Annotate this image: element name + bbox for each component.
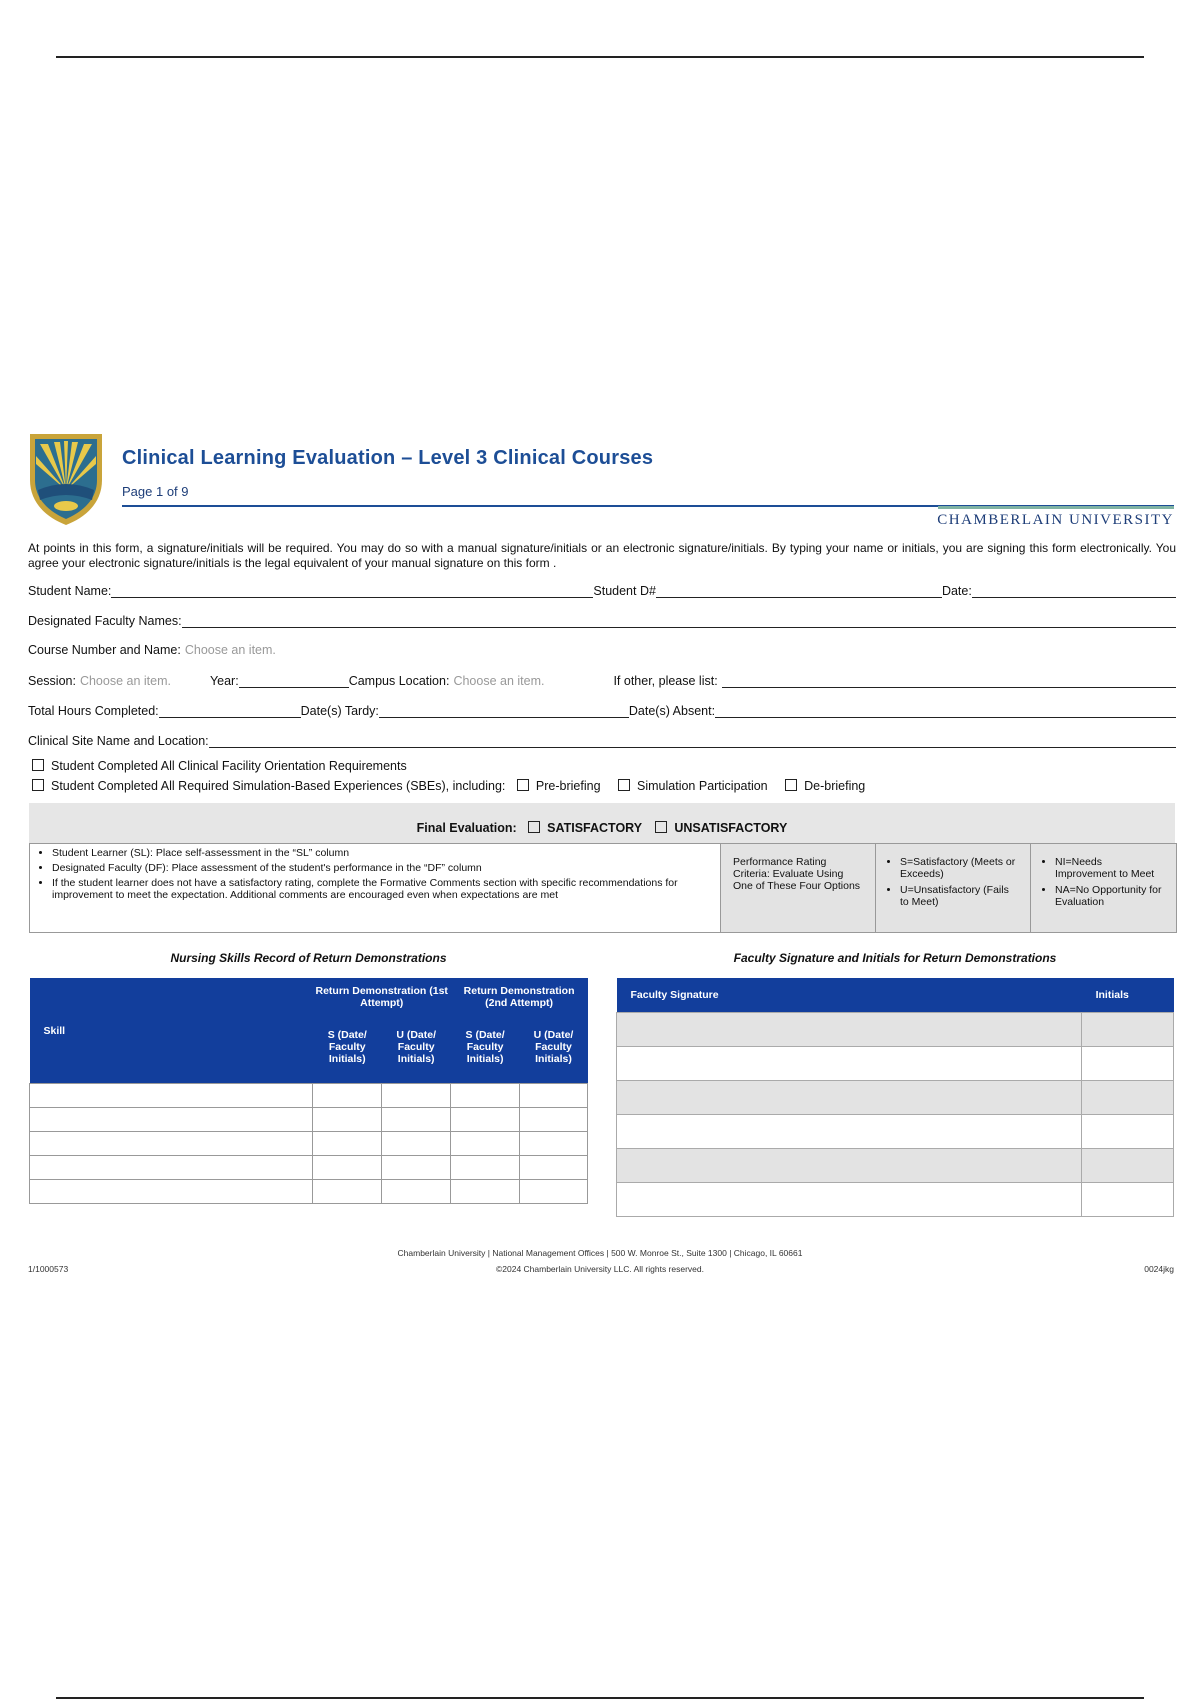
table-row <box>30 1180 588 1204</box>
footer-address: Chamberlain University | National Management Offices | 500 W. Monroe St., Suite 1300 | Chicago, IL 60661 <box>397 1248 803 1258</box>
rating-needs-improvement: • NI=Needs Improvement to Meet <box>1055 856 1166 880</box>
orientation-label: Student Completed All Clinical Facility Orientation Requirements <box>51 759 407 773</box>
other-field[interactable] <box>722 673 1176 688</box>
absent-label: Date(s) Absent: <box>628 704 716 718</box>
bottom-rule <box>56 1697 1144 1699</box>
unsatisfactory-checkbox[interactable] <box>655 821 667 833</box>
sbe-label: Student Completed All Required Simulation-Based Experiences (SBEs), including: <box>51 779 506 793</box>
orientation-row <box>32 759 407 773</box>
clinical-site-label: Clinical Site Name and Location: <box>28 734 209 748</box>
course-label: Course Number and Name: <box>28 643 181 657</box>
year-label: Year: <box>209 674 239 688</box>
legend-instruction-sl: • Student Learner (SL): Place self-assessment in the “SL” column <box>52 847 714 859</box>
prebriefing-label: Pre-briefing <box>535 779 601 793</box>
legend-ratings-b <box>1031 844 1176 932</box>
satisfactory-checkbox[interactable] <box>528 821 540 833</box>
table-row <box>617 1149 1174 1183</box>
attempt2-u-header: U (Date/ Faculty Initials) <box>520 1011 588 1084</box>
university-shield-logo <box>26 430 106 528</box>
footer-copyright: ©2024 Chamberlain University LLC. All rights reserved. <box>496 1264 704 1274</box>
form-title: Clinical Learning Evaluation – Level 3 Clinical Courses <box>122 447 654 469</box>
faculty-names-field[interactable] <box>182 613 1176 628</box>
table-row <box>30 1108 588 1132</box>
faculty-names-label: Designated Faculty Names: <box>28 614 182 628</box>
skill-column-header: Skill <box>30 978 313 1084</box>
debriefing-label: De-briefing <box>804 779 866 793</box>
student-id-field[interactable] <box>656 583 942 598</box>
prebriefing-checkbox[interactable] <box>517 779 529 791</box>
date-field[interactable] <box>972 583 1176 598</box>
student-id-label: Student D# <box>593 584 656 598</box>
table-row <box>617 1013 1174 1047</box>
legend-instruction-formative: • If the student learner does not have a satisfactory rating, complete the Formative Comments section with specific recommendations for improvement to meet the expectation. Additional comments are encouraged even when expectations are met <box>52 877 714 901</box>
rating-not-applicable: • NA=No Opportunity for Evaluation <box>1055 884 1166 908</box>
total-hours-label: Total Hours Completed: <box>28 704 159 718</box>
student-name-label: Student Name: <box>28 584 112 598</box>
clinical-site-row <box>28 733 1176 748</box>
university-wordmark: CHAMBERLAIN UNIVERSITY <box>937 512 1174 528</box>
clinical-site-field[interactable] <box>209 733 1176 748</box>
skills-table-title: Nursing Skills Record of Return Demonstrations <box>170 951 447 965</box>
table-row <box>30 1084 588 1108</box>
signature-table-title: Faculty Signature and Initials for Return Demonstrations <box>733 951 1057 965</box>
simulation-label: Simulation Participation <box>637 779 768 793</box>
attempt1-u-header: U (Date/ Faculty Initials) <box>382 1011 451 1084</box>
course-row <box>28 643 1176 657</box>
tardy-label: Date(s) Tardy: <box>300 704 379 718</box>
unsatisfactory-label: UNSATISFACTORY <box>674 821 788 835</box>
satisfactory-label: SATISFACTORY <box>547 821 642 835</box>
session-select[interactable]: Choose an item. <box>79 674 171 688</box>
tardy-field[interactable] <box>379 703 629 718</box>
other-label: If other, please list: <box>613 674 718 688</box>
initials-header: Initials <box>1082 978 1174 1013</box>
legend-instructions <box>30 844 721 932</box>
table-row <box>617 1081 1174 1115</box>
brand-accent-line <box>938 506 1174 509</box>
legend-instruction-df: • Designated Faculty (DF): Place assessment of the student's performance in the “DF” column <box>52 862 714 874</box>
course-select[interactable]: Choose an item. <box>184 643 276 657</box>
final-eval-label: Final Evaluation: <box>416 821 517 835</box>
table-row <box>30 1156 588 1180</box>
orientation-checkbox[interactable] <box>32 759 44 771</box>
rating-satisfactory: • S=Satisfactory (Meets or Exceeds) <box>900 856 1020 880</box>
final-evaluation-bar <box>29 803 1175 843</box>
page-number: Page 1 of 9 <box>122 484 189 499</box>
intro-paragraph: At points in this form, a signature/initials will be required. You may do so with a manual signature/initials or an electronic signature/initials. By typing your name or initials, you are signing this form electronically. You agree your electronic signature/initials is the legal equivalent of your manual signature on this form . <box>28 541 1176 570</box>
table-row <box>617 1047 1174 1081</box>
sbe-row <box>32 779 865 793</box>
campus-label: Campus Location: <box>348 674 450 688</box>
top-rule <box>56 56 1144 58</box>
year-field[interactable] <box>239 673 349 688</box>
debriefing-checkbox[interactable] <box>785 779 797 791</box>
footer-code-right: 0024jkg <box>1144 1264 1174 1274</box>
student-info-row <box>28 583 1176 598</box>
absent-field[interactable] <box>715 703 1176 718</box>
legend-ratings-a <box>876 844 1031 932</box>
campus-select[interactable]: Choose an item. <box>453 674 545 688</box>
session-row <box>28 673 1176 688</box>
faculty-row <box>28 613 1176 628</box>
rating-legend <box>29 843 1177 933</box>
attempt1-s-header: S (Date/ Faculty Initials) <box>313 1011 382 1084</box>
attempt1-header: Return Demonstration (1st Attempt) <box>313 978 451 1011</box>
table-row <box>617 1115 1174 1149</box>
table-row <box>617 1183 1174 1217</box>
sbe-checkbox[interactable] <box>32 779 44 791</box>
signature-table <box>616 978 1174 1217</box>
session-label: Session: <box>28 674 76 688</box>
attempt2-header: Return Demonstration (2nd Attempt) <box>451 978 588 1011</box>
legend-criteria: Performance Rating Criteria: Evaluate Using One of These Four Options <box>721 844 876 932</box>
faculty-signature-header: Faculty Signature <box>617 978 1082 1013</box>
attempt2-s-header: S (Date/ Faculty Initials) <box>451 1011 520 1084</box>
rating-unsatisfactory: • U=Unsatisfactory (Fails to Meet) <box>900 884 1020 908</box>
date-label: Date: <box>941 584 972 598</box>
footer-code-left: 1/1000573 <box>28 1264 69 1274</box>
simulation-checkbox[interactable] <box>618 779 630 791</box>
student-name-field[interactable] <box>111 583 593 598</box>
total-hours-field[interactable] <box>159 703 301 718</box>
hours-row <box>28 703 1176 718</box>
skills-table <box>29 978 588 1204</box>
table-row <box>30 1132 588 1156</box>
